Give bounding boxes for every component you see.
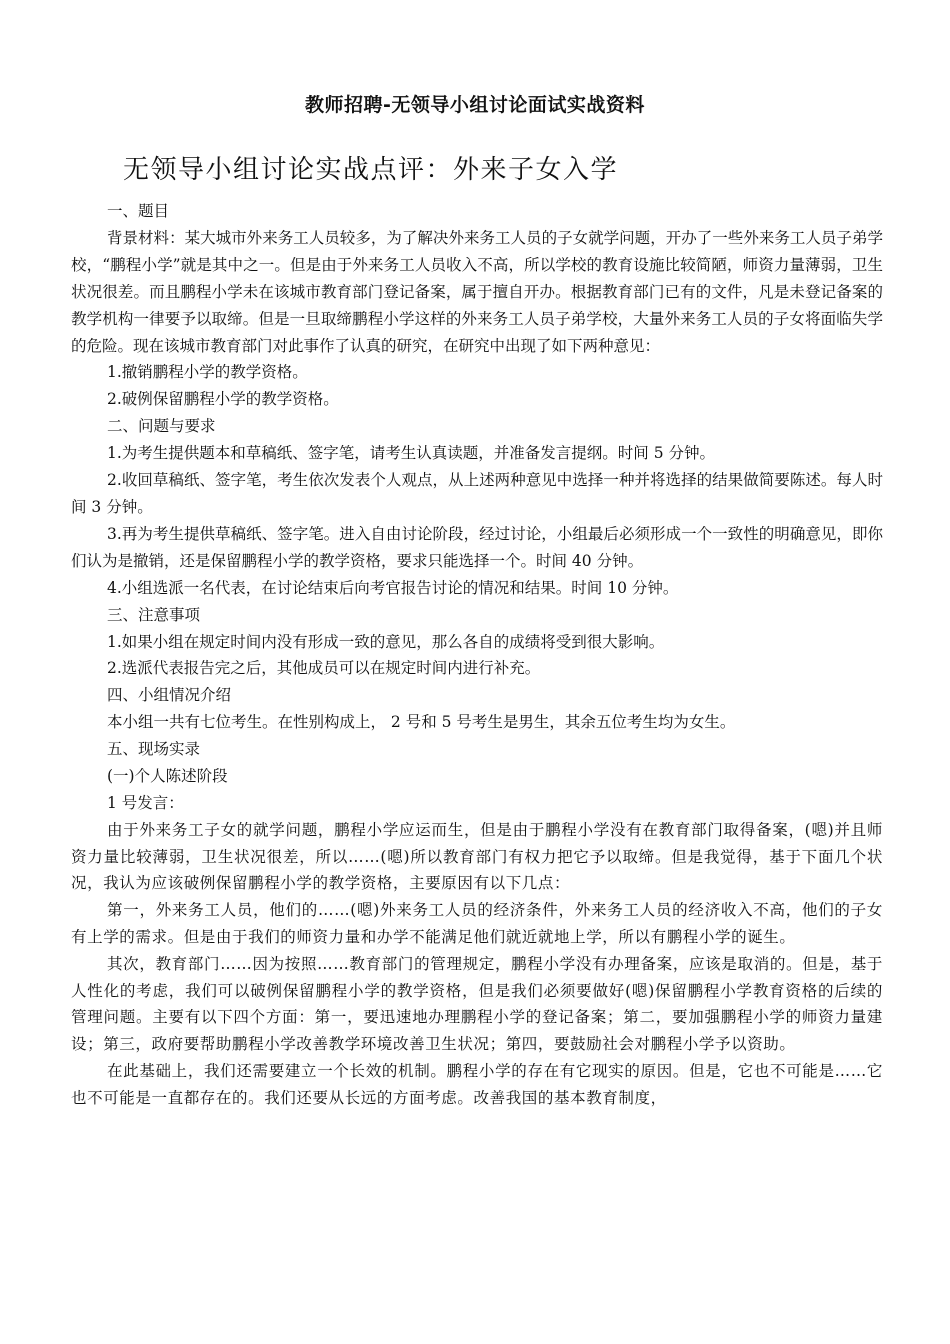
section-heading-topic: 一、题目 (107, 202, 170, 220)
section-heading-record: 五、现场实录 (107, 740, 201, 759)
article-body (71, 198, 883, 1112)
article-title: 无领导小组讨论实战点评：外来子女入学 (123, 155, 619, 185)
requirement-item: 2.收回草稿纸、签字笔，考生依次发表个人观点，从上述两种意见中选择一种并将选择的结果做简要陈述。每人时间 3 分钟。 (71, 471, 883, 516)
speech-paragraph: 第一，外来务工人员，他们的……(嗯)外来务工人员的经济条件，外来务工人员的经济收入不高，他们的子女有上学的需求。但是由于我们的师资力量和办学不能满足他们就近就地上学，所以有鹏程小学的诞生。 (71, 901, 883, 947)
option-item: 1.撤销鹏程小学的教学资格。 (107, 363, 308, 382)
speech-paragraph: 其次，教育部门……因为按照……教育部门的管理规定，鹏程小学没有办理备案，应该是取消的。但是，基于人性化的考虑，我们可以破例保留鹏程小学的教学资格，但是我们必须要做好(嗯)保留鹏程小学教育资格的后续的管理问题。主要有以下四个方面：第一，要迅速地办理鹏程小学的登记备案；第二，要加强鹏程小学的师资力量建设；第三，政府要帮助鹏程小学改善教学环境改善卫生状况；第四，要鼓励社会对鹏程小学予以资助。 (71, 954, 883, 1054)
requirement-item: 4.小组选派一名代表，在讨论结束后向考官报告讨论的情况和结果。时间 10 分钟。 (107, 578, 679, 597)
speech-paragraph: 由于外来务工子女的就学问题，鹏程小学应运而生，但是由于鹏程小学没有在教育部门取得备案，(嗯)并且师资力量比较薄弱，卫生状况很差，所以……(嗯)所以教育部门有权力把它予以取缔。但是我觉得，基于下面几个状况，我认为应该破例保留鹏程小学的教学资格，主要原因有以下几点： (71, 820, 883, 893)
section-heading-notes: 三、注意事项 (107, 605, 201, 624)
requirement-item: 3.再为考生提供草稿纸、签字笔。进入自由讨论阶段，经过讨论，小组最后必须形成一个一致性的明确意见，即你们认为是撤销，还是保留鹏程小学的教学资格，要求只能选择一个。时间 40 分钟。 (71, 524, 883, 570)
document-header: 教师招聘-无领导小组讨论面试实战资料 (305, 94, 645, 116)
option-item: 2.破例保留鹏程小学的教学资格。 (107, 390, 339, 409)
requirement-item: 1.为考生提供题本和草稿纸、签字笔，请考生认真读题，并准备发言提纲。时间 5 分钟。 (107, 444, 716, 463)
speech-paragraph: 在此基础上，我们还需要建立一个长效的机制。鹏程小学的存在有它现实的原因。但是，它也不可能是……它也不可能是一直都存在的。我们还要从长远的方面考虑。改善我国的基本教育制度， (71, 1062, 883, 1107)
speaker-label: 1 号发言： (107, 793, 184, 812)
section-heading-requirements: 二、问题与要求 (107, 417, 216, 436)
note-item: 2.选派代表报告完之后，其他成员可以在规定时间内进行补充。 (107, 659, 541, 678)
group-description: 本小组一共有七位考生。在性别构成上， 2 号和 5 号考生是男生，其余五位考生均为女生。 (107, 713, 736, 732)
background-paragraph: 背景材料：某大城市外来务工人员较多，为了解决外来务工人员的子女就学问题，开办了一些外来务工人员子弟学校，“鹏程小学”就是其中之一。但是由于外来务工人员收入不高，所以学校的教育设施比较简陋，师资力量薄弱，卫生状况很差。而且鹏程小学未在该城市教育部门登记备案，属于擅自开办。根据教育部门已有的文件，凡是未登记备案的教学机构一律要予以取缔。但是一旦取缔鹏程小学这样的外来务工人员子弟学校，大量外来务工人员的子女将面临失学的危险。现在该城市教育部门对此事作了认真的研究，在研究中出现了如下两种意见： (71, 228, 883, 355)
section-heading-group: 四、小组情况介绍 (107, 686, 232, 705)
subsection-heading: (一)个人陈述阶段 (107, 767, 228, 786)
note-item: 1.如果小组在规定时间内没有形成一致的意见，那么各自的成绩将受到很大影响。 (107, 632, 665, 651)
